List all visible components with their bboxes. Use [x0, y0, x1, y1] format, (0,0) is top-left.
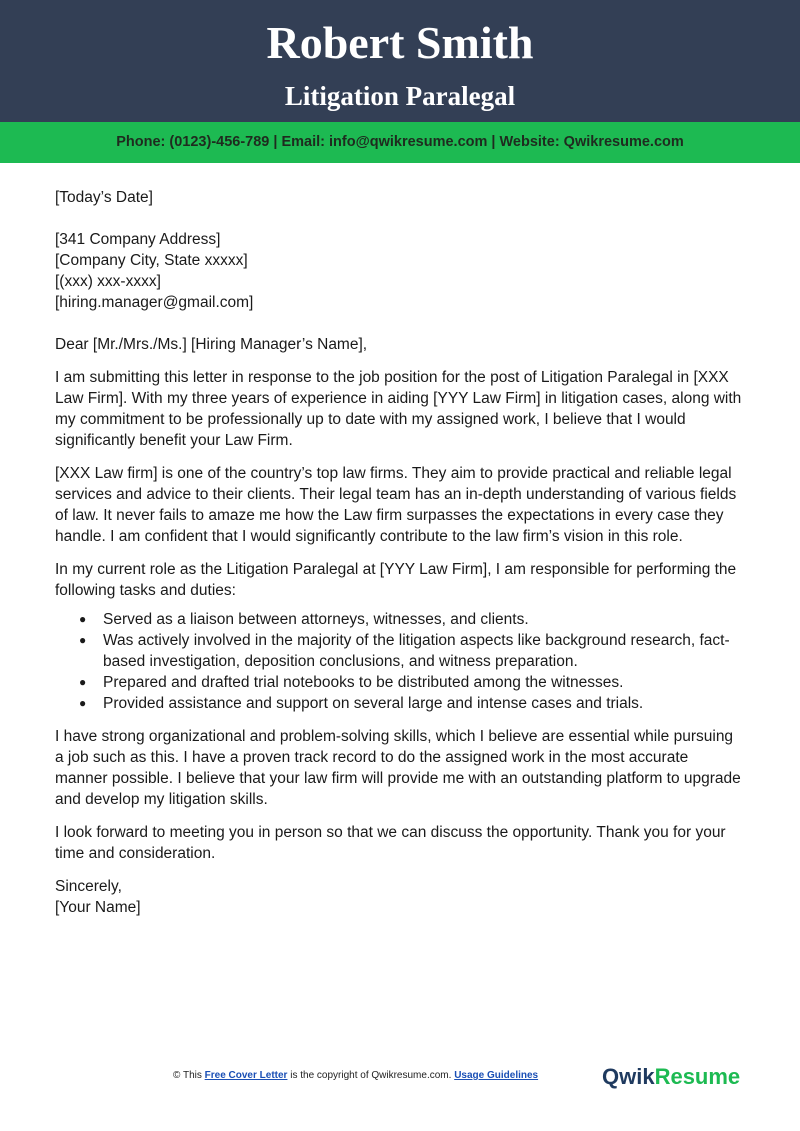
signature: [Your Name]: [55, 899, 141, 916]
contact-bar: Phone: (0123)-456-789 | Email: info@qwikresume.com | Website: Qwikresume.com: [0, 122, 800, 163]
address-line: [(xxx) xxx-xxxx]: [55, 273, 161, 290]
copyright-middle: is the copyright of Qwikresume.com.: [287, 1070, 455, 1081]
paragraph: I look forward to meeting you in person so that we can discuss the opportunity. Thank you for your time and consideration.: [55, 824, 726, 862]
paragraph: In my current role as the Litigation Paralegal at [YYY Law Firm], I am responsible for performing the following tasks and duties:: [55, 561, 737, 599]
address-line: [Company City, State xxxxx]: [55, 252, 248, 269]
job-title: Litigation Paralegal: [284, 81, 516, 111]
letter-header: [0, 0, 800, 122]
signoff: Sincerely,: [55, 878, 122, 895]
letter-date: [Today’s Date]: [55, 189, 153, 206]
copyright-prefix: © This: [173, 1070, 205, 1081]
copyright-notice: [173, 1070, 538, 1081]
free-cover-letter-link[interactable]: Free Cover Letter: [204, 1070, 288, 1081]
address-line: [hiring.manager@gmail.com]: [55, 294, 254, 311]
logo-text-part1: Qwik: [602, 1064, 655, 1089]
applicant-name: Robert Smith: [266, 17, 534, 68]
signoff-block: [55, 876, 745, 918]
duties-list: [55, 609, 745, 714]
qwikresume-logo[interactable]: [602, 1064, 740, 1090]
paragraph: I am submitting this letter in response to the job position for the post of Litigation Paralegal in [XXX Law Firm]. With my three years of experience in aiding [YYY Law Firm] in litigation cases, along with my commitment to be professionally up to date with my assigned work, I believe that I would significantly benefit your Law Firm.: [55, 369, 742, 449]
list-item: ● Was actively involved in the majority of the litigation aspects like background research, fact-based investigation, deposition conclusions, and witness preparation.: [103, 630, 745, 672]
letter-body: [55, 187, 745, 918]
paragraph: I have strong organizational and problem-solving skills, which I believe are essential while pursuing a job such as this. I have a proven track record to do the assigned work in the most accurate manner possible. I believe that your law firm will provide me with an outstanding platform to upgrade and develop my litigation skills.: [55, 728, 741, 808]
recipient-address: [55, 229, 745, 313]
paragraph: [XXX Law firm] is one of the country’s top law firms. They aim to provide practical and reliable legal services and advice to their clients. Their legal team has an in-depth understanding of various fields of law. It never fails to amaze me how the Law firm surpasses the expectations in every case they handle. I am confident that I would significantly contribute to the law firm’s vision in this role.: [55, 465, 737, 545]
logo-text-part2: Resume: [654, 1064, 741, 1089]
list-item: ● Provided assistance and support on several large and intense cases and trials.: [103, 693, 745, 714]
footer: [0, 1064, 800, 1094]
list-item: ● Prepared and drafted trial notebooks to be distributed among the witnesses.: [103, 672, 745, 693]
usage-guidelines-link[interactable]: Usage Guidelines: [454, 1070, 539, 1081]
greeting: Dear [Mr./Mrs./Ms.] [Hiring Manager’s Name],: [55, 336, 368, 353]
address-line: [341 Company Address]: [55, 231, 221, 248]
list-item: ● Served as a liaison between attorneys, witnesses, and clients.: [103, 609, 745, 630]
